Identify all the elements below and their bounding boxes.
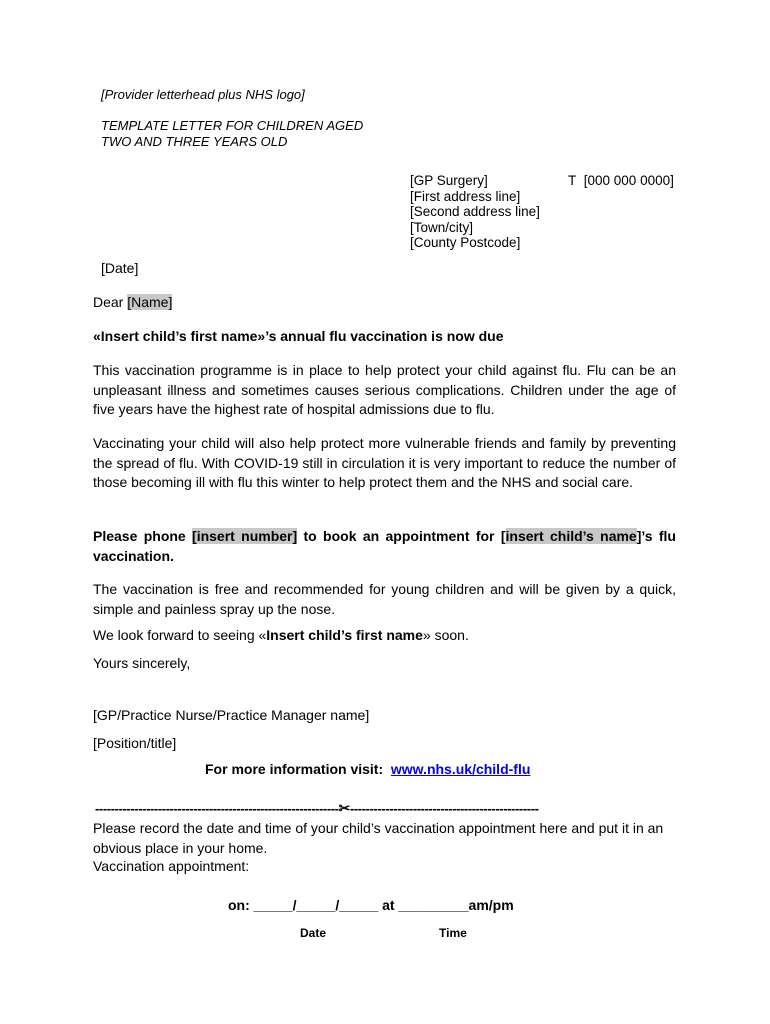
date-label: Date xyxy=(300,926,327,940)
template-title-line2: TWO AND THREE YEARS OLD xyxy=(101,134,288,149)
salutation-dear: Dear xyxy=(93,294,128,310)
template-title xyxy=(101,118,363,150)
surgery-name: [GP Surgery] xyxy=(410,173,488,188)
cut-line xyxy=(95,800,539,817)
nhs-child-flu-link[interactable]: www.nhs.uk/child-flu xyxy=(390,761,531,777)
address-line1: [First address line] xyxy=(410,188,521,204)
paragraph-covid: Vaccinating your child will also help protect more vulnerable friends and family by preventing the spread of flu. With COVID-19 still in circulation it is very important to reduce the number of those becoming ill with flu this winter to help protect them and the NHS and social care. xyxy=(93,435,676,490)
address-town: [Town/city] xyxy=(410,219,474,235)
scissors-icon: ✂ xyxy=(338,800,350,816)
booking-instruction xyxy=(93,527,676,566)
template-title-line1: TEMPLATE LETTER FOR CHILDREN AGED xyxy=(101,118,364,133)
paragraph-programme: This vaccination programme is in place to help protect your child against flu. Flu can be an unpleasant illness and sometimes causes serious complications. Children under the age of five years have the highest rate of hospital admissions due to flu. xyxy=(93,362,676,417)
more-info xyxy=(205,761,530,777)
phone-block xyxy=(568,173,674,189)
phone-label: T xyxy=(568,173,577,188)
insert-child-name: insert child’s name xyxy=(505,528,637,544)
cut-line-right: ------------------------------------------------ xyxy=(349,801,539,816)
booking-part3: ]’s flu vaccination. xyxy=(93,528,676,564)
look-forward-child-name: Insert child’s first name xyxy=(266,627,423,643)
address-county: [County Postcode] xyxy=(410,235,521,250)
salutation xyxy=(93,294,172,310)
insert-number: [insert number] xyxy=(192,528,298,544)
letterhead-placeholder: [Provider letterhead plus NHS logo] xyxy=(101,87,305,102)
appointment-fill-line: on: _____/_____/_____ at _________am/pm xyxy=(228,897,514,913)
position-title: [Position/title] xyxy=(93,735,177,751)
closing: Yours sincerely, xyxy=(93,655,191,671)
paragraph-free: The vaccination is free and recommended for young children and will be given by a quick, simple and painless spray up the nose. xyxy=(93,581,676,617)
letter-date: [Date] xyxy=(101,260,139,276)
more-info-label: For more information visit: xyxy=(205,761,384,777)
booking-part1: Please phone xyxy=(93,528,193,544)
signatory: [GP/Practice Nurse/Practice Manager name] xyxy=(93,707,370,723)
time-label: Time xyxy=(439,926,467,940)
recipient-name: [Name] xyxy=(127,294,173,310)
cut-line-left: -------------------------------------------------------------- xyxy=(95,801,339,816)
address-line2: [Second address line] xyxy=(410,204,540,219)
look-forward-part1: We look forward to seeing « xyxy=(93,627,267,643)
surgery-address xyxy=(410,173,540,251)
vaccination-appointment-label: Vaccination appointment: xyxy=(93,858,250,874)
look-forward-part2: » soon. xyxy=(422,627,469,643)
booking-part2: to book an appointment for [ xyxy=(297,528,506,544)
record-instruction: Please record the date and time of your child’s vaccination appointment here and put it in an obvious place in your home. xyxy=(93,820,664,856)
phone-number: [000 000 0000] xyxy=(583,173,674,188)
letter-subject: «Insert child’s first name»’s annual flu vaccination is now due xyxy=(93,328,504,344)
look-forward xyxy=(93,627,469,643)
